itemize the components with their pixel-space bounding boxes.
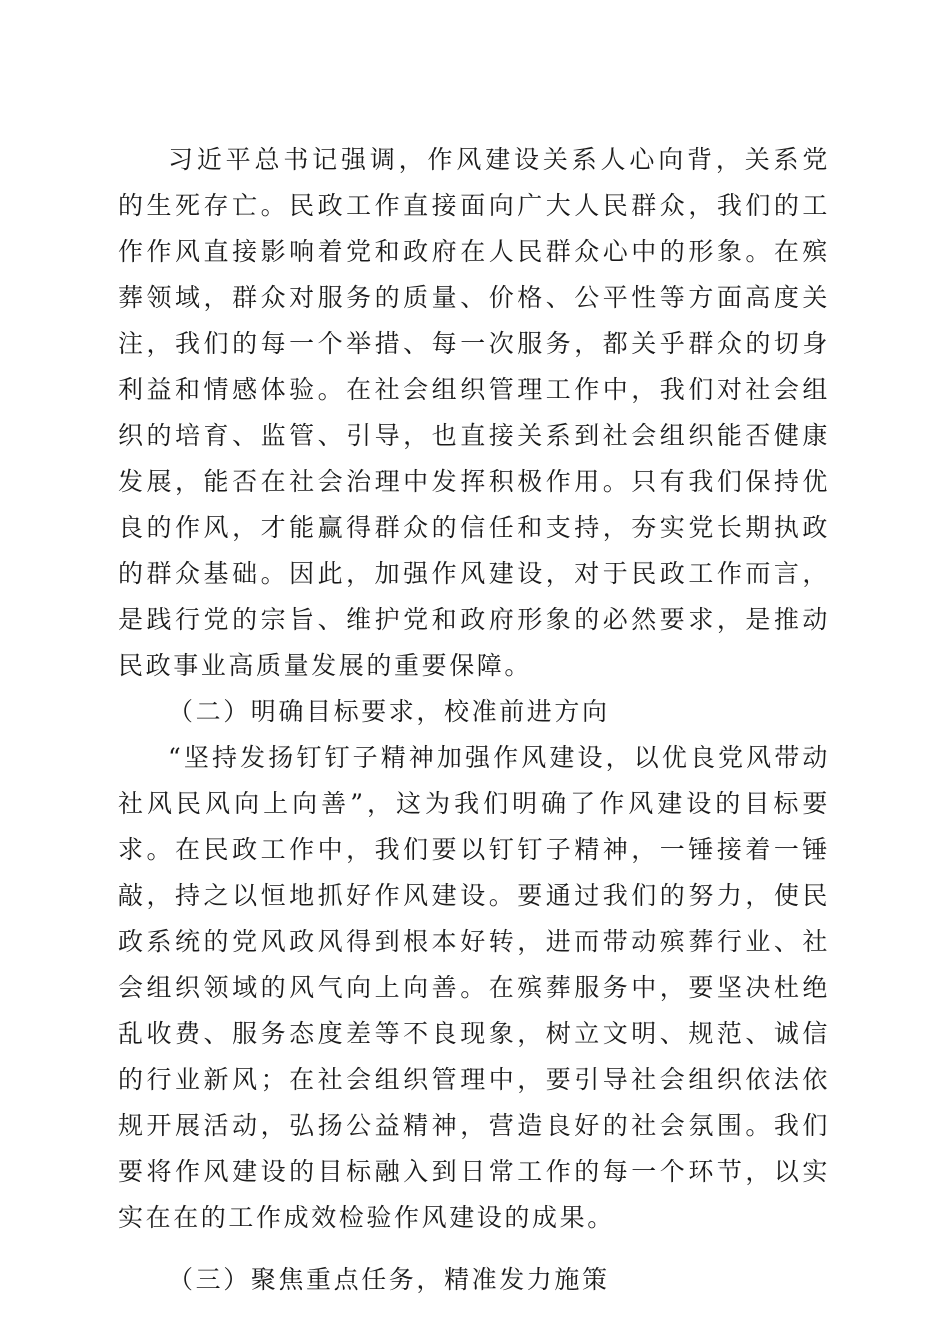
- section-heading-goals: （二）明确目标要求，校准前进方向: [168, 697, 610, 726]
- paragraph-importance: 习近平总书记强调，作风建设关系人心向背，关系党的生死存亡。民政工作直接面向广大人民群众，我们的工作作风直接影响着党和政府在人民群众心中的形象。在殡葬领域，群众对服务的质量、价格、公平性等方面高度关注，我们的每一个举措、每一次服务，都关乎群众的切身利益和情感体验。在社会组织管理工作中，我们对社会组织的培育、监管、引导，也直接关系到社会组织能否健康发展，能否在社会治理中发挥积极作用。只有我们保持优良的作风，才能赢得群众的信任和支持，夯实党长期执政的群众基础。因此，加强作风建设，对于民政工作而言，是践行党的宗旨、维护党和政府形象的必然要求，是推动民政事业高质量发展的重要保障。: [118, 145, 830, 680]
- document-body: [118, 137, 830, 1303]
- paragraph-goals: “坚持发扬钉钉子精神加强作风建设，以优良党风带动社风民风向上向善”，这为我们明确了作风建设的目标要求。在民政工作中，我们要以钉钉子精神，一锤接着一锤敲，持之以恒地抓好作风建设。要通过我们的努力，使民政系统的党风政风得到根本好转，进而带动殡葬行业、社会组织领域的风气向上向善。在殡葬服务中，要坚决杜绝乱收费、服务态度差等不良现象，树立文明、规范、诚信的行业新风；在社会组织管理中，要引导社会组织依法依规开展活动，弘扬公益精神，营造良好的社会氛围。我们要将作风建设的目标融入到日常工作的每一个环节，以实实在在的工作成效检验作风建设的成果。: [118, 743, 830, 1232]
- section-heading-tasks: （三）聚焦重点任务，精准发力施策: [168, 1265, 610, 1294]
